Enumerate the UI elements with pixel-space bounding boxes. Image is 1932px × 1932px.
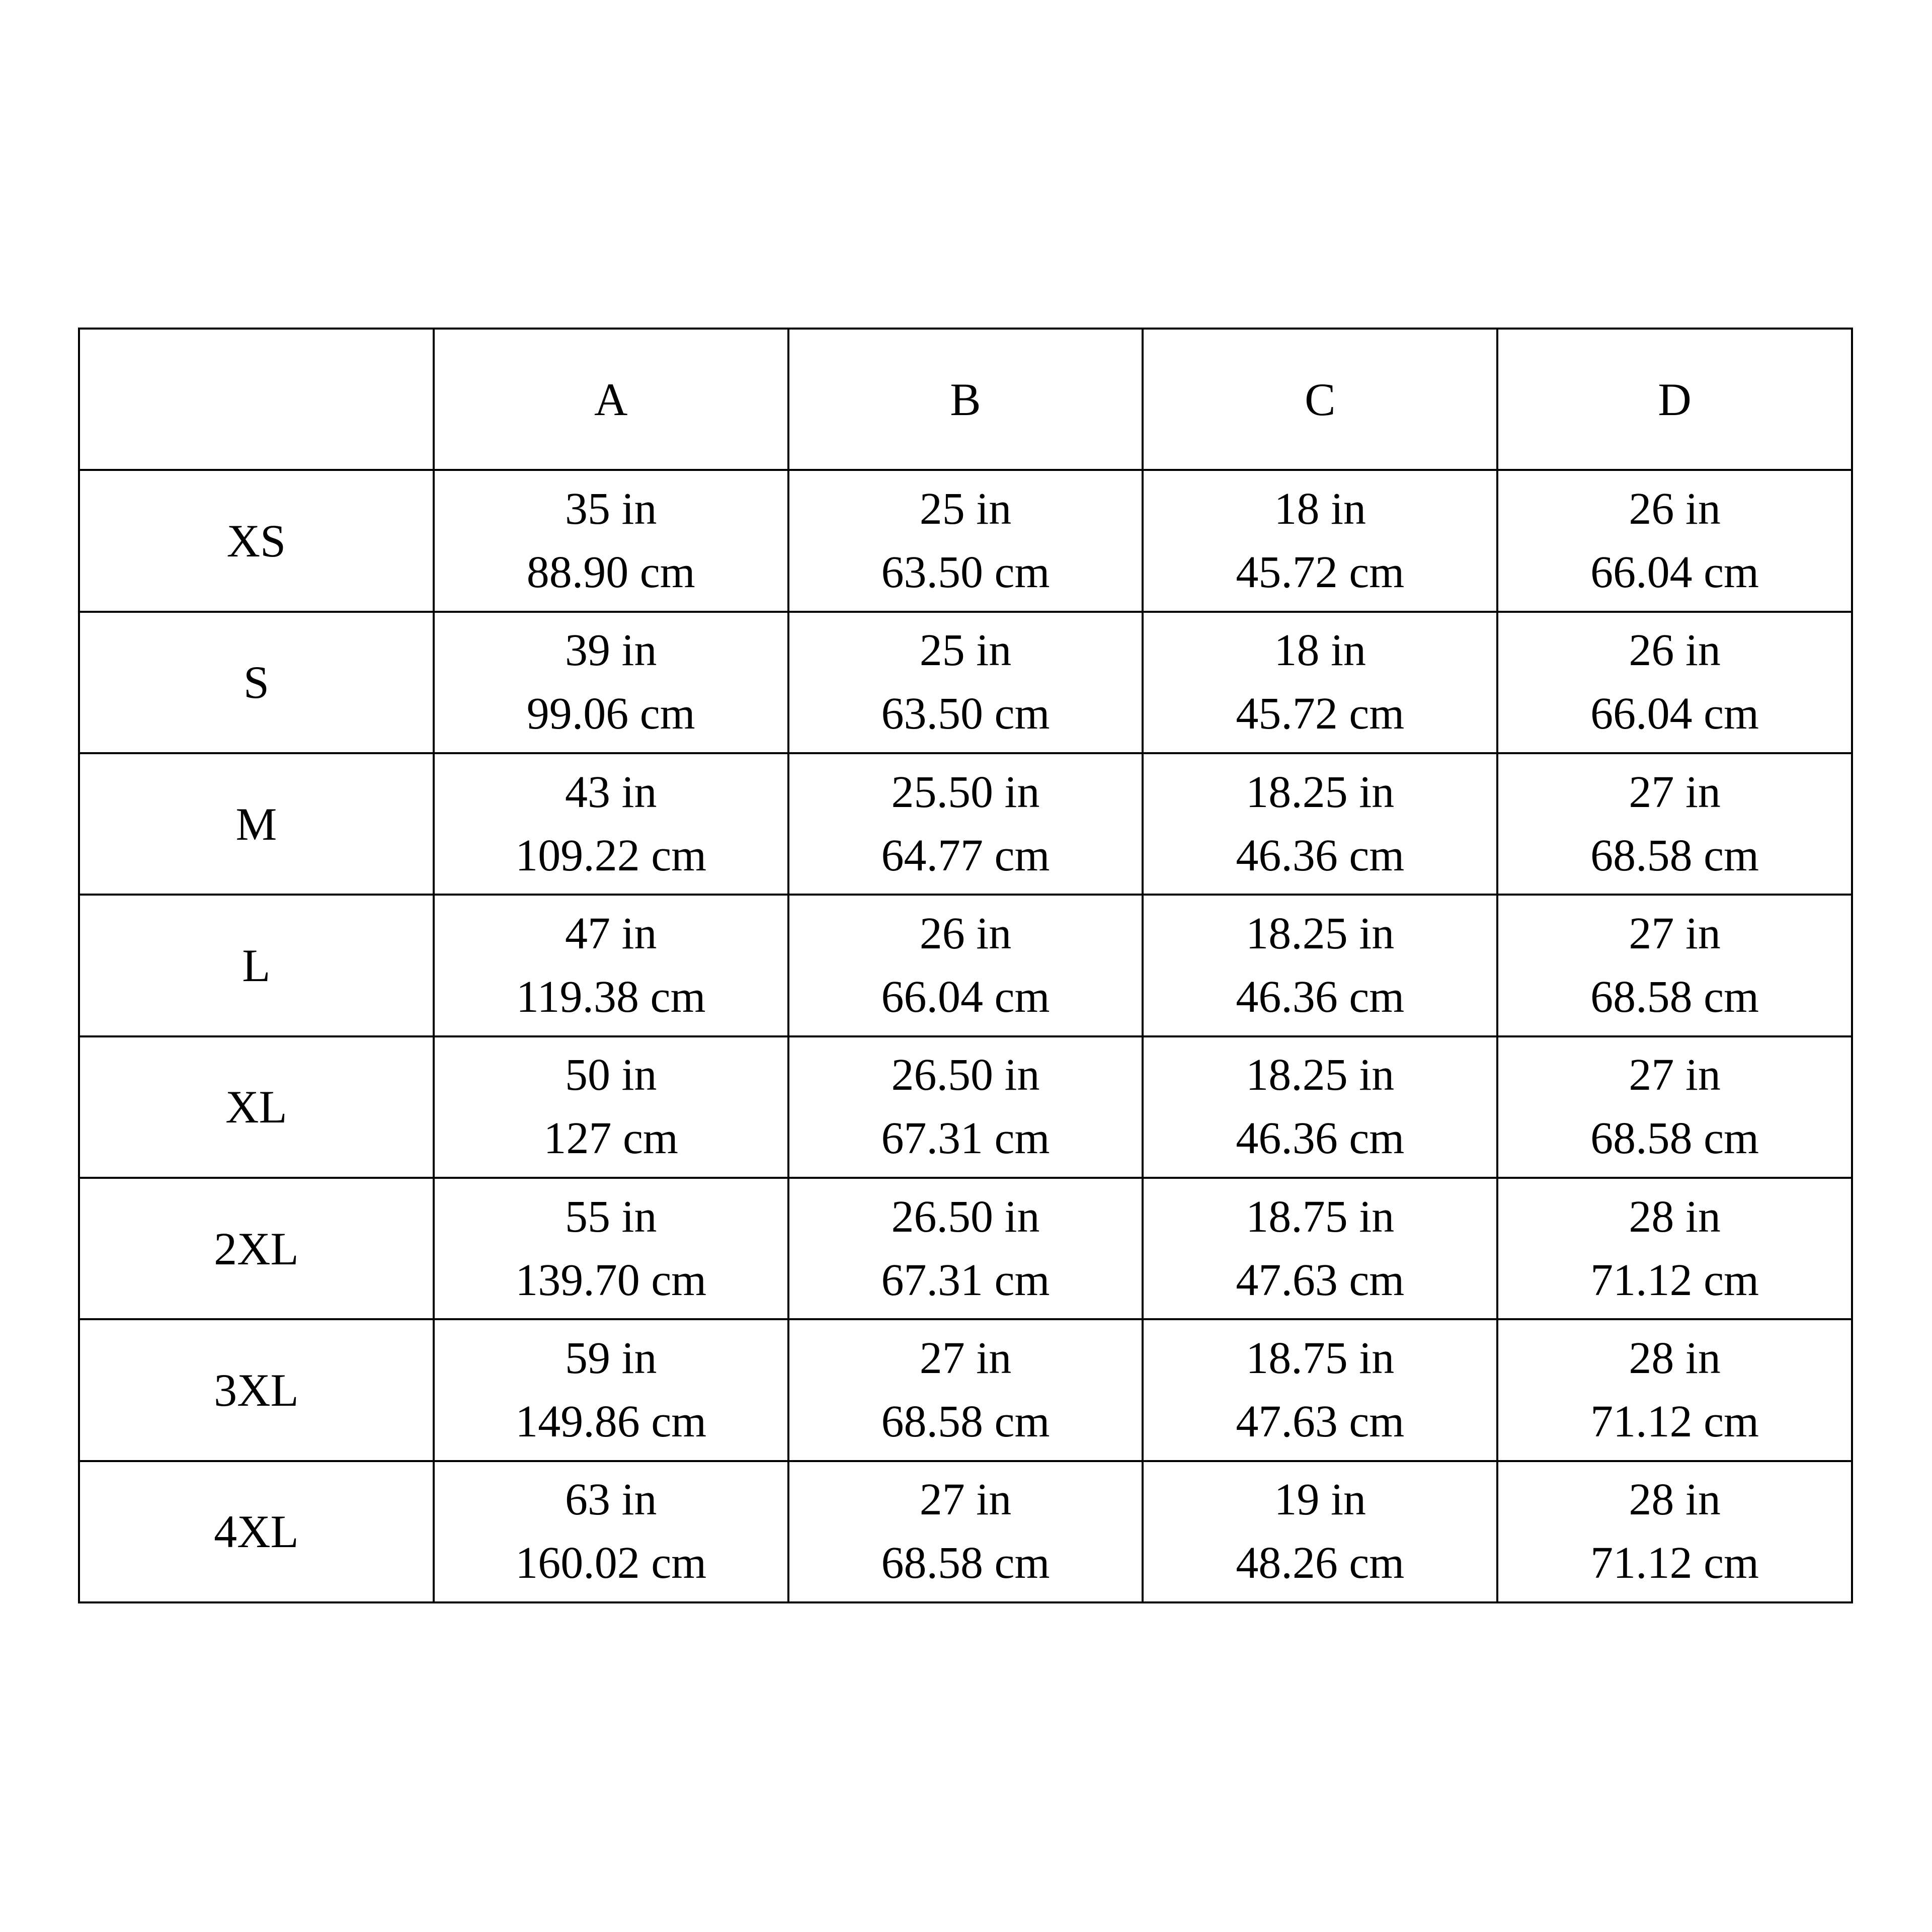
measurement-cell — [1143, 612, 1497, 753]
measurement-cell — [788, 1461, 1143, 1602]
measurement-in: 18.75 in — [1246, 1191, 1395, 1242]
size-label: 3XL — [214, 1364, 299, 1416]
measurement-cell — [1143, 1178, 1497, 1319]
table-row-m — [79, 753, 1852, 895]
size-label-cell — [79, 1178, 434, 1319]
measurement-in: 18.25 in — [1246, 767, 1395, 817]
measurement-cell — [1497, 1036, 1852, 1178]
measurement-cm: 160.02 cm — [515, 1538, 707, 1588]
measurement-cm: 46.36 cm — [1236, 1113, 1405, 1164]
column-header-b: B — [788, 329, 1143, 470]
measurement-cm: 64.77 cm — [881, 830, 1050, 880]
measurement-in: 26 in — [919, 908, 1012, 958]
table-row-l — [79, 895, 1852, 1036]
measurement-in: 47 in — [565, 908, 657, 958]
measurement-cm: 47.63 cm — [1236, 1396, 1405, 1446]
measurement-in: 26.50 in — [891, 1191, 1040, 1242]
measurement-in: 25 in — [919, 484, 1012, 534]
measurement-in: 27 in — [1629, 1050, 1721, 1100]
table-row-s — [79, 612, 1852, 753]
measurement-in: 55 in — [565, 1191, 657, 1242]
measurement-in: 18.25 in — [1246, 908, 1395, 958]
size-label-cell — [79, 1461, 434, 1602]
measurement-cell — [788, 1036, 1143, 1178]
measurement-in: 50 in — [565, 1050, 657, 1100]
measurement-in: 28 in — [1629, 1191, 1721, 1242]
measurement-cm: 127 cm — [543, 1113, 678, 1164]
measurement-cm: 46.36 cm — [1236, 830, 1405, 880]
measurement-cell — [434, 1461, 788, 1602]
size-label: XL — [225, 1081, 287, 1133]
size-label-cell — [79, 612, 434, 753]
measurement-in: 25.50 in — [891, 767, 1040, 817]
measurement-cell — [788, 895, 1143, 1036]
size-label: S — [243, 657, 269, 708]
measurement-cm: 45.72 cm — [1236, 547, 1405, 597]
corner-cell — [79, 329, 434, 470]
measurement-cell — [434, 1036, 788, 1178]
measurement-cell — [434, 612, 788, 753]
measurement-cm: 66.04 cm — [1590, 689, 1759, 739]
measurement-cell — [1497, 1319, 1852, 1461]
measurement-cell — [1143, 1319, 1497, 1461]
measurement-in: 25 in — [919, 625, 1012, 676]
table-row-xs — [79, 470, 1852, 611]
measurement-cm: 68.58 cm — [1590, 830, 1759, 880]
measurement-in: 18 in — [1274, 625, 1366, 676]
size-label: XS — [226, 515, 286, 567]
measurement-cell — [788, 753, 1143, 895]
measurement-cm: 45.72 cm — [1236, 689, 1405, 739]
measurement-cm: 71.12 cm — [1590, 1538, 1759, 1588]
measurement-cell — [434, 470, 788, 611]
measurement-cell — [1143, 753, 1497, 895]
measurement-in: 18 in — [1274, 484, 1366, 534]
measurement-cell — [1497, 1178, 1852, 1319]
size-label-cell — [79, 470, 434, 611]
measurement-in: 18.75 in — [1246, 1333, 1395, 1383]
size-chart-table — [78, 328, 1853, 1603]
size-label-cell — [79, 1036, 434, 1178]
measurement-cell — [1497, 612, 1852, 753]
measurement-cm: 46.36 cm — [1236, 972, 1405, 1022]
measurement-cm: 71.12 cm — [1590, 1255, 1759, 1305]
measurement-in: 18.25 in — [1246, 1050, 1395, 1100]
table-row-2xl — [79, 1178, 1852, 1319]
measurement-cm: 119.38 cm — [516, 972, 706, 1022]
measurement-in: 43 in — [565, 767, 657, 817]
measurement-cell — [788, 1178, 1143, 1319]
measurement-cm: 139.70 cm — [515, 1255, 707, 1305]
measurement-cm: 48.26 cm — [1236, 1538, 1405, 1588]
measurement-cell — [1143, 895, 1497, 1036]
size-label: L — [242, 939, 271, 991]
measurement-cell — [1143, 470, 1497, 611]
measurement-in: 27 in — [1629, 908, 1721, 958]
measurement-cell — [1497, 895, 1852, 1036]
column-header-d: D — [1497, 329, 1852, 470]
measurement-cell — [1497, 1461, 1852, 1602]
measurement-cell — [788, 470, 1143, 611]
measurement-cell — [788, 1319, 1143, 1461]
size-label-cell — [79, 753, 434, 895]
measurement-in: 26 in — [1629, 625, 1721, 676]
measurement-cell — [434, 753, 788, 895]
size-label: M — [235, 798, 277, 850]
size-label: 4XL — [214, 1506, 299, 1558]
measurement-cm: 63.50 cm — [881, 547, 1050, 597]
measurement-cm: 68.58 cm — [1590, 1113, 1759, 1164]
measurement-cm: 68.58 cm — [881, 1396, 1050, 1446]
table-row-4xl — [79, 1461, 1852, 1602]
measurement-in: 27 in — [1629, 767, 1721, 817]
measurement-cm: 99.06 cm — [526, 689, 695, 739]
measurement-cell — [1143, 1036, 1497, 1178]
size-label-cell — [79, 895, 434, 1036]
measurement-cm: 67.31 cm — [881, 1113, 1050, 1164]
measurement-cm: 67.31 cm — [881, 1255, 1050, 1305]
measurement-in: 35 in — [565, 484, 657, 534]
measurement-cm: 66.04 cm — [1590, 547, 1759, 597]
table-row-xl — [79, 1036, 1852, 1178]
measurement-cm: 66.04 cm — [881, 972, 1050, 1022]
measurement-in: 27 in — [919, 1475, 1012, 1525]
measurement-in: 63 in — [565, 1475, 657, 1525]
measurement-cm: 63.50 cm — [881, 689, 1050, 739]
measurement-cm: 47.63 cm — [1236, 1255, 1405, 1305]
measurement-in: 28 in — [1629, 1475, 1721, 1525]
measurement-cell — [1497, 753, 1852, 895]
measurement-cell — [434, 1319, 788, 1461]
column-header-a: A — [434, 329, 788, 470]
measurement-in: 19 in — [1274, 1475, 1366, 1525]
measurement-cell — [1497, 470, 1852, 611]
size-label: 2XL — [214, 1223, 299, 1274]
measurement-cell — [434, 895, 788, 1036]
measurement-in: 59 in — [565, 1333, 657, 1383]
measurement-cm: 68.58 cm — [881, 1538, 1050, 1588]
measurement-in: 28 in — [1629, 1333, 1721, 1383]
measurement-cm: 68.58 cm — [1590, 972, 1759, 1022]
measurement-cm: 71.12 cm — [1590, 1396, 1759, 1446]
table-row-3xl — [79, 1319, 1852, 1461]
measurement-cell — [434, 1178, 788, 1319]
size-label-cell — [79, 1319, 434, 1461]
measurement-in: 26.50 in — [891, 1050, 1040, 1100]
measurement-cm: 149.86 cm — [515, 1396, 707, 1446]
measurement-in: 27 in — [919, 1333, 1012, 1383]
column-header-c: C — [1143, 329, 1497, 470]
measurement-in: 26 in — [1629, 484, 1721, 534]
measurement-cm: 109.22 cm — [515, 830, 707, 880]
header-row — [79, 329, 1852, 470]
measurement-cell — [1143, 1461, 1497, 1602]
measurement-in: 39 in — [565, 625, 657, 676]
measurement-cm: 88.90 cm — [526, 547, 695, 597]
measurement-cell — [788, 612, 1143, 753]
